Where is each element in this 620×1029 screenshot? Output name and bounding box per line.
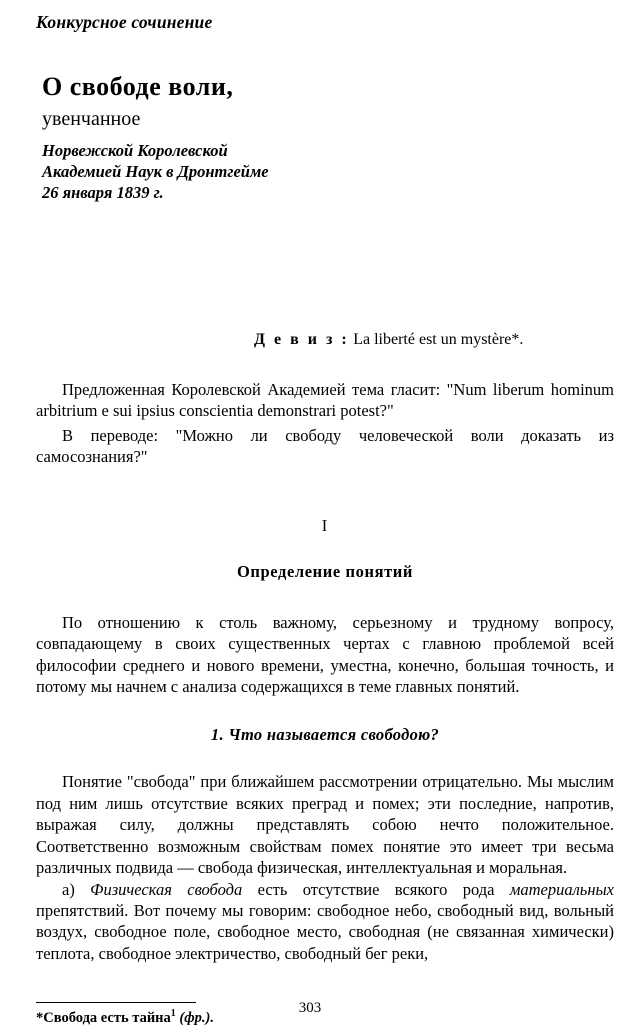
running-head: Конкурсное сочинение xyxy=(36,12,213,32)
page-content xyxy=(36,0,614,1028)
paragraph-intro: По отношению к столь важному, серьезному и трудному вопросу, совпадающему в своих существенных чертах с главною проблемой всей философии среднего и нового времени, уместна, конечно, большая точность, и потому мы начнем с анализа содержащихся в теме главных понятий. xyxy=(36,612,614,696)
footnote-text: Свобода есть тайна xyxy=(43,1010,171,1027)
para-a-italic-1: Физическая свобода xyxy=(90,879,243,899)
subtitle-line-4: 26 января 1839 г. xyxy=(42,182,164,202)
footnote-marker: * xyxy=(36,1010,44,1027)
footnote-superscript: 1 xyxy=(170,1008,176,1020)
epigraph xyxy=(254,331,614,349)
page-title: О свободе воли, xyxy=(42,72,234,101)
title-block xyxy=(36,73,614,203)
paragraph-theme-translation: В переводе: "Можно ли свободу человеческой воли доказать из самосознания?" xyxy=(36,425,614,467)
section-title: Определение понятий xyxy=(236,561,414,581)
subtitle-line-2: Норвежской Королевской xyxy=(42,140,228,160)
section-intro xyxy=(36,612,614,698)
paragraph-freedom-definition: Понятие "свобода" при ближайшем рассмотрении отрицательно. Мы мыслим под ним лишь отсутствие всяких преград и помех; эти последние, напротив, выражая силу, должны представлять собою нечто положительное. Соответственно возможным свойствам помех понятие это имеет три весьма различных подвида — свобода физическая, интеллектуальная и моральная. xyxy=(36,772,614,878)
paragraph-theme-latin: Предложенная Королевской Академией тема гласит: "Num liberum hominum arbitrium e sui ipsius conscientia demonstrari potest?" xyxy=(36,379,614,421)
para-a-italic-2: материальных xyxy=(509,879,614,899)
para-a-prefix: а) xyxy=(62,879,91,899)
section-number: I xyxy=(321,515,329,535)
page-number: 303 xyxy=(298,1000,322,1016)
para-a-rest: препятствий. Вот почему мы говорим: свободное небо, свободный вид, вольный воздух, свободное поле, свободное место, свободная (не связанная химически) теплота, свободное электричество, свободный бег реки, xyxy=(36,901,614,963)
epigraph-text: La liberté est un mystère*. xyxy=(353,330,524,348)
paragraph-physical-freedom xyxy=(36,879,614,965)
definition-paragraphs xyxy=(36,771,614,964)
footnote-language: (фр.). xyxy=(179,1010,214,1027)
intro-paragraphs xyxy=(36,379,614,468)
epigraph-label: Д е в и з : xyxy=(254,330,350,348)
subsection-title: 1. Что называется свободою? xyxy=(210,725,440,745)
subtitle-line-1: увенчанное xyxy=(42,107,141,130)
subtitle-line-3: Академией Наук в Дронтгейме xyxy=(42,161,269,181)
para-a-mid: есть отсутствие всякого рода xyxy=(242,879,510,899)
